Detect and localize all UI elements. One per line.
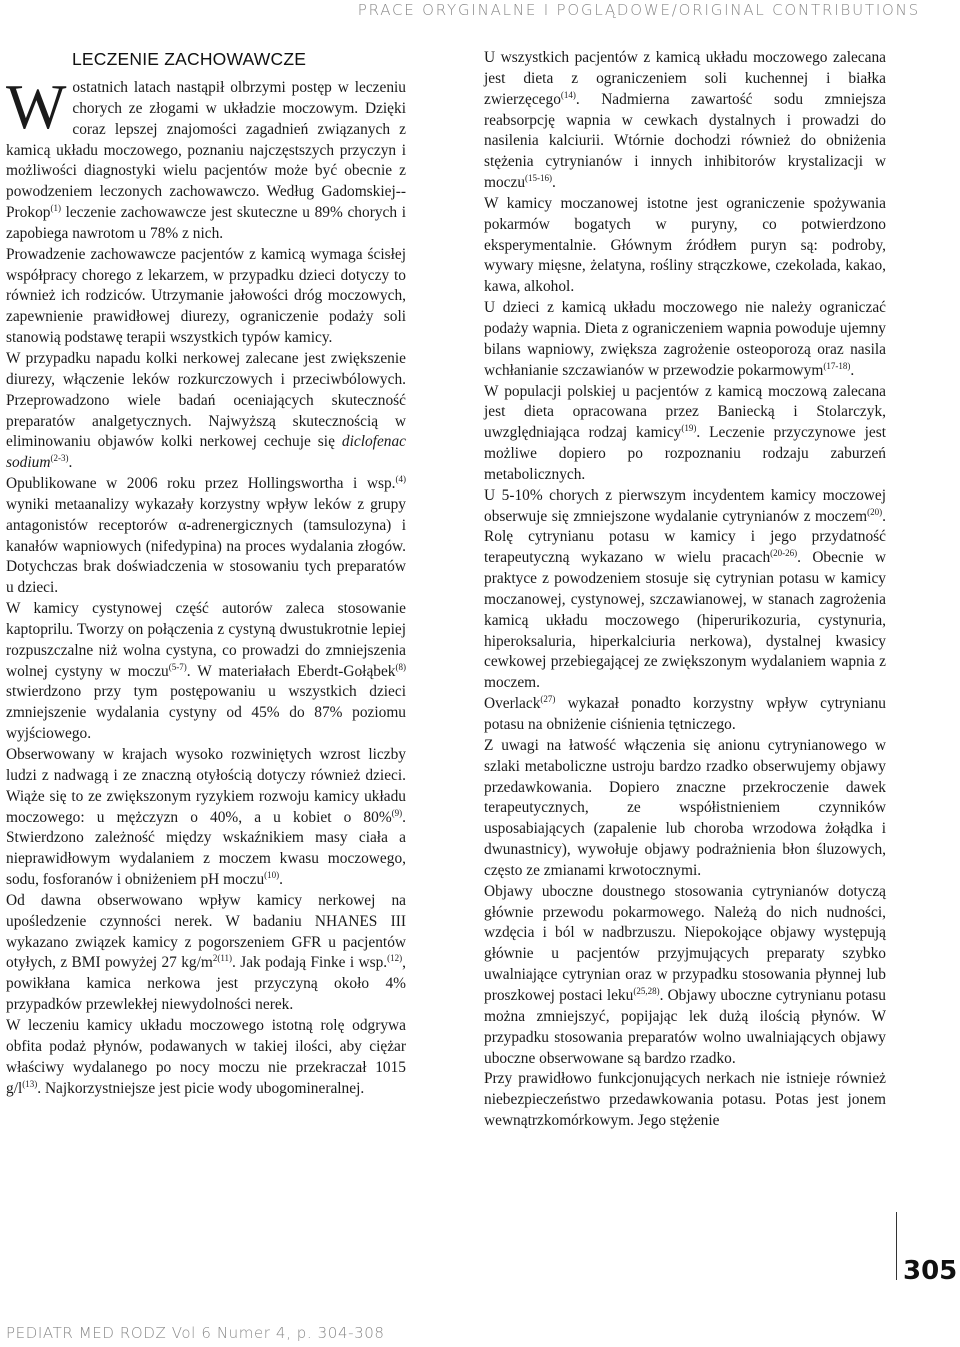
text: . Rolę cytrynianu potasu w kamicy i jego przydatność terapeutyczną wykazano w wielu pracach (484, 507, 886, 567)
text: W kamicy cystynowej część autorów zaleca stosowanie kaptoprilu. Tworzy on połączenia z cystyną dwustukrotnie lepiej rozpuszczalne niż wolna cystyna, co prowadzi do zmniejszenia wolnej cystyny w moczu (6, 600, 406, 680)
right-column (484, 48, 886, 1132)
citation: 2(11) (212, 953, 233, 964)
paragraph (484, 882, 886, 1070)
page-number: 305 (903, 1256, 958, 1286)
paragraph (6, 71, 406, 245)
text: ostatnich latach nastąpił olbrzymi postęp w leczeniu chorych ze złogami w układzie moczowym. Dzięki coraz lepszej znajomości zagadnień związanych z kamicą układu moczowego, poznaniu najczęstszych przyczyn i możliwości diagnostyki wielu pacjentów może być obecnie z powodzeniem leczonych zachowawczo. Według Gadomskiej--Prokop (6, 79, 406, 222)
text: W leczeniu kamicy układu moczowego istotną rolę odgrywa obfita podaż płynów, podawanych w takiej ilości, aby ciężar właściwy wydalanego po nocy moczu nie przekraczał 1015 g/l (6, 1016, 406, 1097)
citation: (19) (681, 423, 697, 434)
citation: (13) (22, 1078, 38, 1089)
text: wyniki metaanalizy wykazały korzystny wpływ leków z grupy antagonistów receptorów α-adrenergicznych (tamsulozyna) i kanałów wapniowych (nifedypina) na proces wydalania złogów. Dotychczas brak doświadczenia w stosowaniu tych preparatów u dzieci. (6, 495, 406, 597)
paragraph (6, 745, 406, 891)
citation: (5-7) (168, 661, 187, 672)
text: . Leczenie przyczynowe jest możliwe dopiero po rozpoznaniu rodzaju zaburzeń metabolicznych. (484, 424, 886, 483)
text: Z uwagi na łatwość włączenia się anionu cytrynianowego w szlaki metaboliczne ustroju bardzo rzadko obserwujemy objawy przedawkowania. Dopiero znaczne przekroczenie dawek terapeutycznych, ze współistnieniem czynników usposabiających (zapalenie lub choroba wrzodowa żołądka i dwunastnicy), wywołuje objawy podrażnienia błon śluzowych, często ze zmianami krwotocznymi. (484, 736, 886, 879)
citation: (9) (391, 807, 403, 818)
text: Przy prawidłowo funkcjonujących nerkach nie istnieje również niebezpieczeństwo przedawkowania potasu. Potas jest jonem wewnątrzkomórkowym. Jego stężenie (484, 1070, 886, 1130)
text: W kamicy moczanowej istotne jest ograniczenie spożywania pokarmów bogatych w puryny, co potwierdzono eksperymentalnie. Głównym źródłem puryn są: podroby, wywary mięsne, żelatyna, rośliny strączkowe, czekolada, kakao, kawa, alkohol. (484, 194, 886, 296)
text: U dzieci z kamicą układu moczowego nie należy ograniczać podaży wapnia. Dieta z ograniczeniem wapnia powoduje ujemny bilans wapniowy, zwiększa zagrożenie osteoporozą oraz nasila wchłanianie szczawianów w przewodzie pokarmowym (484, 299, 886, 379)
text: . Nadmierna zawartość sodu zmniejsza reabsorpcję wapnia w cewkach dystalnych i prowadzi do nasilenia kalciurii. Wtórnie dochodzi również do obniżenia stężenia cytrynianów i innych inhibitorów krystalizacji w moczu (484, 90, 886, 192)
paragraph (484, 194, 886, 298)
drug-name: diclofenac sodium (6, 433, 406, 472)
drop-cap: W (6, 71, 67, 142)
paragraph (484, 298, 886, 381)
text: , powikłana kamica nerkowa jest przyczyną około 4% przypadków przewlekłej niewydolności nerek. (6, 954, 406, 1014)
text: . W materiałach Eberdt-Gołąbek (186, 662, 396, 680)
paragraph (484, 48, 886, 194)
text: . Najkorzystniejsze jest picie wody ubogomineralnej. (37, 1079, 365, 1097)
paragraph (484, 694, 886, 736)
text: Overlack (484, 695, 541, 713)
page-number-rule (896, 1212, 897, 1280)
text: Prowadzenie zachowawcze pacjentów z kamicą wymaga ścisłej współpracy chorego z lekarzem, w przypadku dzieci dotyczy to również ich rodziców. Utrzymanie jałowości dróg moczowych, zapewnienie prawidłowej diurezy, ograniczenie podaży soli stanowią podstawę terapii wszystkich typów kamicy. (6, 245, 406, 347)
text: Opublikowane w 2006 roku przez Hollingswortha i wsp. (6, 475, 396, 493)
paragraph (484, 382, 886, 486)
paragraph (6, 599, 406, 745)
citation: (15-16) (525, 173, 553, 184)
text: wykazał ponadto korzystny wpływ cytrynianu potasu na obniżenie ciśnienia tętniczego. (484, 695, 886, 733)
citation: (4) (395, 474, 406, 485)
text: Od dawna obserwowano wpływ kamicy nerkowej na upośledzenie czynności nerek. W badaniu NHANES III wykazano związek kamicy z pogorszeniem GFR u pacjentów otyłych, z BMI powyżej 27 kg/m (6, 891, 406, 972)
text: stwierdzono przy tym postępowaniu u wszystkich dzieci zmniejszenie wydalania cystyny od 45% do 87% poziomu wyjściowego. (6, 683, 406, 743)
section-title: LECZENIE ZACHOWAWCZE (72, 49, 307, 69)
citation: (25,28) (633, 985, 660, 996)
text: W przypadku napadu kolki nerkowej zalecane jest zwiększenie diurezy, włączenie leków rozkurczowych i przeciwbólowych. Przeprowadzono wiele badań oceniających skuteczność preparatów analgetycznych. Najwyższą skutecznością w eliminowaniu objawów kolki nerkowej cechuje się (6, 349, 406, 451)
text: . (552, 174, 556, 192)
paragraph (484, 486, 886, 694)
text: U 5-10% chorych z pierwszym incydentem kamicy moczowej obserwuje się zmniejszone wydalanie cytrynianów z moczem (484, 486, 886, 525)
text: U wszystkich pacjentów z kamicą układu moczowego zalecana jest dieta z ograniczeniem soli kuchennej i białka zwierzęcego (484, 49, 886, 108)
text: W populacji polskiej u pacjentów z kamicą moczową zalecana jest dieta opracowana przez Baniecką i Stolarczyk, uwzględniająca rodzaj kamicy (484, 382, 886, 442)
citation: (1) (50, 203, 61, 214)
paragraph (6, 1016, 406, 1099)
paragraph (484, 1069, 886, 1132)
running-header: PRACE ORYGINALNE I POGLĄDOWE/ORIGINAL CONTRIBUTIONS (357, 1, 920, 19)
text: . Stwierdzono zależność między wskaźnikiem masy ciała a nieprawidłowym wydalaniem z moczem kwasu moczowego, sodu, fosforanów i obniżeniem pH moczu (6, 808, 406, 889)
citation: (12) (387, 953, 403, 964)
citation: (27) (540, 694, 556, 705)
citation: (8) (395, 661, 406, 672)
paragraph (6, 245, 406, 349)
citation: (2-3) (50, 453, 69, 464)
paragraph (6, 474, 406, 599)
paragraph (6, 349, 406, 474)
text: . (279, 871, 284, 889)
text: . Jak podają Finke i wsp. (232, 954, 388, 972)
text: Objawy uboczne doustnego stosowania cytrynianów dotyczą głównie przewodu pokarmowego. Należą do nich nudności, wzdęcia i ból w nadbrzuszu. Niepokojące objawy występują głównie u pacjentów przyjmujących preparaty szybko uwalniające cytrynian oraz w przypadku stosowania płynnej lub proszkowej postaci leku (484, 882, 886, 1004)
citation: (10) (264, 870, 280, 881)
paragraph (6, 891, 406, 1016)
paragraph (484, 736, 886, 882)
citation: (14) (560, 89, 576, 100)
citation: (17-18) (823, 360, 851, 371)
text: . (850, 361, 855, 379)
citation: (20) (867, 506, 883, 517)
journal-footer: PEDIATR MED RODZ Vol 6 Numer 4, p. 304-308 (6, 1324, 385, 1342)
text: leczenie zachowawcze jest skuteczne u 89% chorych i zapobiega nawrotom u 78% z nich. (6, 204, 406, 242)
text: Obserwowany w krajach wysoko rozwiniętych wzrost liczby ludzi z nadwagą i ze znaczną otyłością dotyczy również dzieci. Wiąże się to ze zwiększonym ryzykiem rozwoju kamicy układu moczowego: u mężczyzn o 40%, a u kobiet o 80% (6, 746, 406, 826)
text: . Objawy uboczne cytrynianu potasu można zmniejszyć, popijając lek dużą ilością płynów. W przypadku stosowania preparatów wolno uwalniających objawy uboczne obserwowane są bardzo rzadko. (484, 986, 886, 1067)
text: . (68, 454, 73, 472)
citation: (20-26) (770, 548, 798, 559)
left-column (6, 48, 406, 1099)
text: . Obecnie w praktyce z powodzeniem stosuje się cytrynian potasu w kamicy moczanowej, cystynowej, szczawianowej, w stanach zagrożenia kamicą układu moczowego (hiperurikozuria, cystynuria, hiperoksaluria, hiperkalciuria nerkowa), dystalnej kwasicy cewkowej przebiegającej ze zwiększonym wydalaniem wapnia z moczem. (484, 549, 886, 692)
